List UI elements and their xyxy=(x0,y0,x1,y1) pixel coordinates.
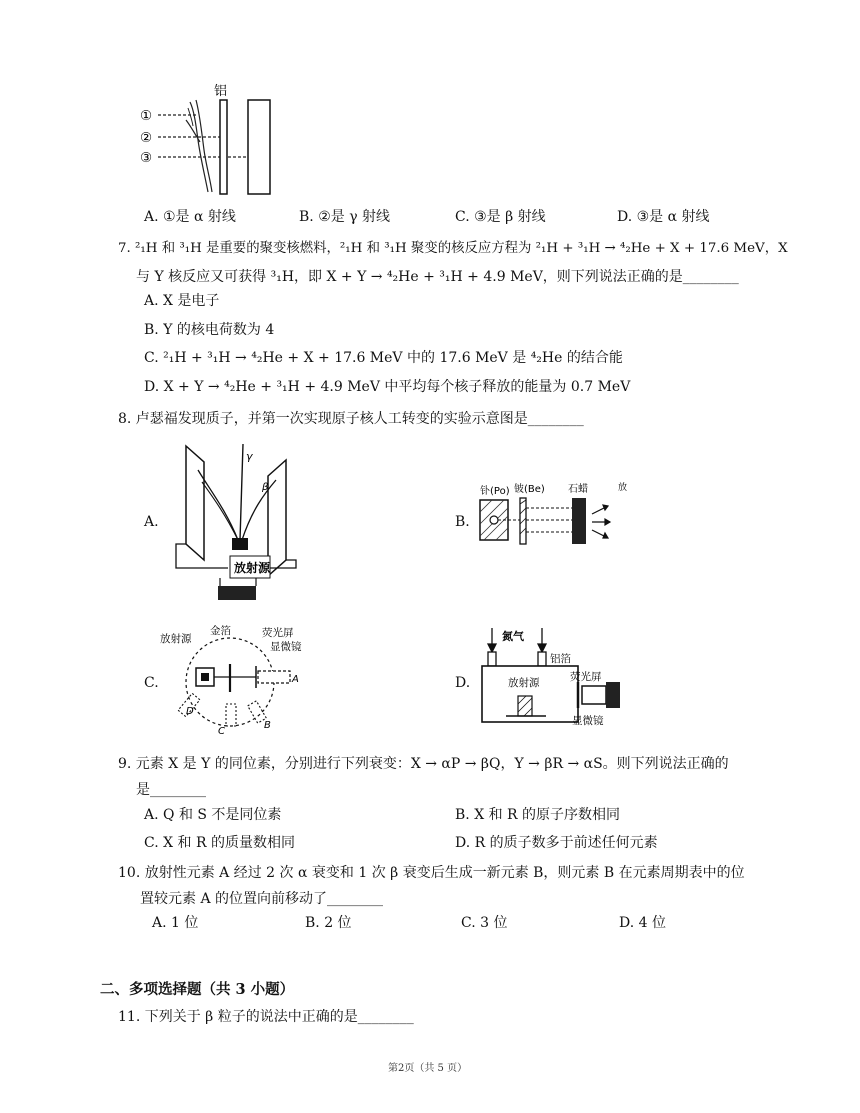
q6-option-d: D. ③是 α 射线 xyxy=(617,209,710,225)
q10-option-d: D. 4 位 xyxy=(619,915,666,931)
figc-pos-d: D xyxy=(186,706,194,717)
q9-option-a: A. Q 和 S 不是同位素 xyxy=(144,807,282,823)
section-heading: 二、多项选择题（共 3 小题） xyxy=(100,981,295,998)
q6-option-b: B. ②是 γ 射线 xyxy=(299,209,391,225)
figa-gamma-label: γ xyxy=(246,450,253,463)
figc-foil-label: 金箔 xyxy=(210,625,231,637)
q10-stem-line2: 置较元素 A 的位置向前移动了________ xyxy=(140,891,384,907)
label-circle-1: ① xyxy=(140,108,153,124)
figd-screen-label: 荧光屏 xyxy=(570,671,602,683)
q7-option-c: C. ²₁H + ³₁H → ⁴₂He + X + 17.6 MeV 中的 17.6 MeV 是 ⁴₂He 的结合能 xyxy=(144,350,623,366)
radiation-penetration-figure xyxy=(138,80,278,198)
q7-option-d: D. X + Y → ⁴₂He + ³₁H + 4.9 MeV 中平均每个核子释放的能量为 0.7 MeV xyxy=(144,379,631,395)
figc-source-label: 放射源 xyxy=(160,633,192,645)
q9-option-c: C. X 和 R 的质量数相同 xyxy=(144,835,295,851)
figb-paraffin-label: 石蜡 xyxy=(568,484,588,495)
label-aluminum: 铝 xyxy=(214,84,228,99)
q7-option-a: A. X 是电子 xyxy=(144,293,220,309)
figc-microscope-label: 显微镜 xyxy=(270,641,302,653)
label-circle-3: ③ xyxy=(140,150,153,166)
q8-option-d-letter: D. xyxy=(455,675,471,691)
figa-beta-label: β xyxy=(262,482,269,493)
q8-option-a-letter: A. xyxy=(144,514,159,530)
page-footer: 第2页（共 5 页） xyxy=(388,1063,468,1074)
figb-po-label: 钋(Po) xyxy=(480,486,510,497)
q10-option-a: A. 1 位 xyxy=(152,915,199,931)
q9-stem-line1: 9. 元素 X 是 Y 的同位素，分别进行下列衰变：X → αP → βQ，Y → βR → αS。则下列说法正确的 xyxy=(118,756,729,772)
figa-source-label: 放射源 xyxy=(234,561,271,575)
q9-option-d: D. R 的质子数多于前述任何元素 xyxy=(455,835,658,851)
q10-option-b: B. 2 位 xyxy=(305,915,352,931)
q7-stem-line2: 与 Y 核反应又可获得 ³₁H，即 X + Y → ⁴₂He + ³₁H + 4.9 MeV，则下列说法正确的是________ xyxy=(136,269,739,285)
figd-foil-label: 铝箔 xyxy=(550,653,571,665)
q6-option-c: C. ③是 β 射线 xyxy=(455,209,546,225)
figd-source-label: 放射源 xyxy=(508,677,540,689)
figure-a-deflection xyxy=(168,440,313,602)
figc-pos-a: A xyxy=(292,674,299,685)
label-circle-2: ② xyxy=(140,130,153,146)
figb-be-label: 铍(Be) xyxy=(514,484,545,495)
q10-stem-line1: 10. 放射性元素 A 经过 2 次 α 衰变和 1 次 β 衰变后生成一新元素 B，则元素 B 在元素周期表中的位 xyxy=(118,865,745,881)
q6-option-a: A. ①是 α 射线 xyxy=(144,209,236,225)
q9-option-b: B. X 和 R 的原子序数相同 xyxy=(455,807,621,823)
figb-stub-label: 放 xyxy=(618,483,628,493)
figure-c-gold-foil xyxy=(160,616,310,736)
figc-pos-c: C xyxy=(218,726,225,736)
figure-d-nitrogen xyxy=(476,624,626,734)
q8-option-b-letter: B. xyxy=(455,514,470,530)
q8-stem: 8. 卢瑟福发现质子，并第一次实现原子核人工转变的实验示意图是________ xyxy=(118,411,584,427)
figc-screen-label: 荧光屏 xyxy=(262,627,294,639)
q7-option-b: B. Y 的核电荷数为 4 xyxy=(144,322,275,338)
q11-stem: 11. 下列关于 β 粒子的说法中正确的是________ xyxy=(118,1009,414,1025)
q7-stem-line1: 7. ²₁H 和 ³₁H 是重要的聚变核燃料，²₁H 和 ³₁H 聚变的核反应方程为 ²₁H + ³₁H → ⁴₂He + X + 17.6 MeV，X xyxy=(118,241,788,256)
q8-option-c-letter: C. xyxy=(144,675,159,691)
q9-stem-line2: 是________ xyxy=(136,782,206,798)
q10-option-c: C. 3 位 xyxy=(461,915,508,931)
figd-gas-label: 氮气 xyxy=(502,630,524,643)
figd-microscope-label: 显微镜 xyxy=(572,715,604,727)
figure-b-chadwick xyxy=(472,478,632,568)
figc-pos-b: B xyxy=(264,720,271,731)
